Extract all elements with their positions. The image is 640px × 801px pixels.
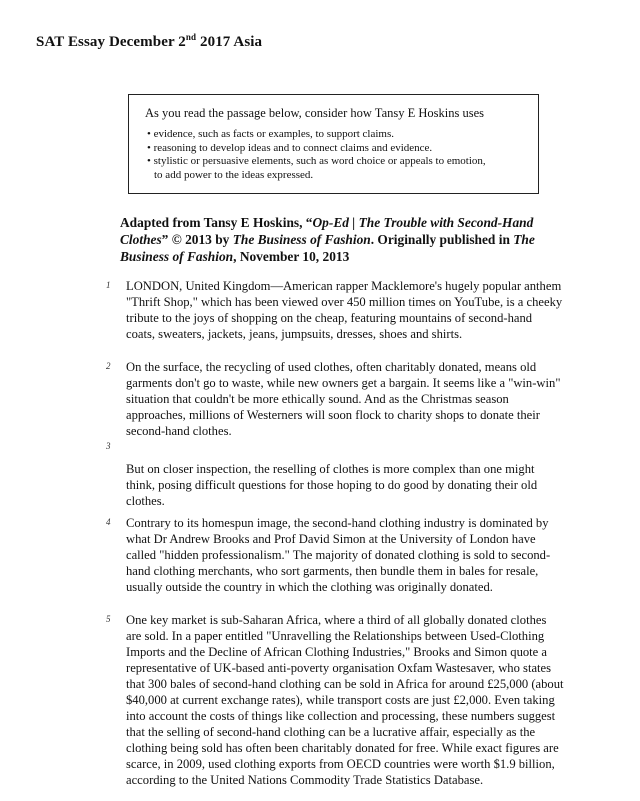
paragraph-number: 4 <box>106 517 111 527</box>
source-text: , November 10, 2013 <box>233 249 350 264</box>
title-suffix: 2017 Asia <box>196 34 263 50</box>
paragraph-5: One key market is sub-Saharan Africa, where a third of all globally donated clothes are sold. In a paper entitled "Unravelling the Relationships between Used-Clothing Imports and the Decline of African Clothing Industries," Brooks and Simon quote a representative of UK-based anti-poverty organisation Oxfam Wastesaver, who states that 300 bales of second-hand clothing can be sold in Africa for around £25,000 (about $40,000 at current exchange rates), while transport costs are just £2,000. Even taking into account the costs of things like collection and processing, these numbers suggest that the selling of second-hand clothing can be a lucrative affair, especially as the clothing being sold has often been charitably donated for free. While exact figures are scarce, in 2009, used clothing exports from OECD countries were worth $1.9 billion, according to the United Nations Commodity Trade Statistics Database. <box>126 613 564 787</box>
prompt-intro: As you read the passage below, consider how Tansy E Hoskins uses <box>145 106 484 120</box>
title-superscript: nd <box>185 32 197 42</box>
prompt-bullet-list <box>141 128 524 182</box>
paragraph-2: On the surface, the recycling of used clothes, often charitably donated, means old garments don't go to waste, while new owners get a bargain. It seems like a "win-win" situation that couldn't be more ethically sound. And as the Christmas season approaches, millions of Westerners will soon flock to charity shops to donate their second-hand clothes. <box>126 360 561 438</box>
page-title <box>36 32 262 51</box>
prompt-bullet: • reasoning to develop ideas and to connect claims and evidence. <box>147 141 433 154</box>
source-text: ” © 2013 by <box>161 232 233 247</box>
source-publication: The Business of Fashion <box>120 232 535 264</box>
source-text: Adapted from Tansy E Hoskins, “ <box>120 215 313 230</box>
paragraph-number: 2 <box>106 361 111 371</box>
paragraph-number: 1 <box>106 280 111 290</box>
source-publication: The Business of Fashion <box>232 232 371 247</box>
paragraph-3: But on closer inspection, the reselling of clothes is more complex than one might think, posing difficult questions for those hoping to do good by donating their old clothes. <box>126 462 538 508</box>
prompt-box <box>128 94 539 194</box>
paragraph-number: 3 <box>106 441 111 451</box>
source-citation <box>120 214 560 265</box>
prompt-bullet: • evidence, such as facts or examples, to support claims. <box>147 128 395 140</box>
paragraph-1: LONDON, United Kingdom—American rapper Macklemore's hugely popular anthem "Thrift Shop," which has been viewed over 450 million times on YouTube, is a cheeky tribute to the joys of shopping on the cheap, featuring mountains of second-hand coats, sweaters, jackets, jeans, jumpsuits, dresses, shoes and shirts. <box>126 279 563 341</box>
paragraph-4: Contrary to its homespun image, the second-hand clothing industry is dominated by what Dr Andrew Brooks and Prof David Simon at the University of London have called "hidden professionalism." The majority of donated clothing is sold to second-hand clothing merchants, who sort garments, then bundle them in bales for resale, usually outside the country in which the clothing was originally donated. <box>126 516 551 594</box>
title-prefix: SAT Essay December 2 <box>36 34 186 50</box>
source-article-title: Op-Ed | The Trouble with Second-Hand Clothes <box>120 215 534 247</box>
prompt-bullet: • stylistic or persuasive elements, such as word choice or appeals to emotion, <box>147 155 486 167</box>
source-text: . Originally published in <box>370 232 514 247</box>
prompt-bullet-continuation: to add power to the ideas expressed. <box>154 168 314 181</box>
paragraph-number: 5 <box>106 614 111 624</box>
